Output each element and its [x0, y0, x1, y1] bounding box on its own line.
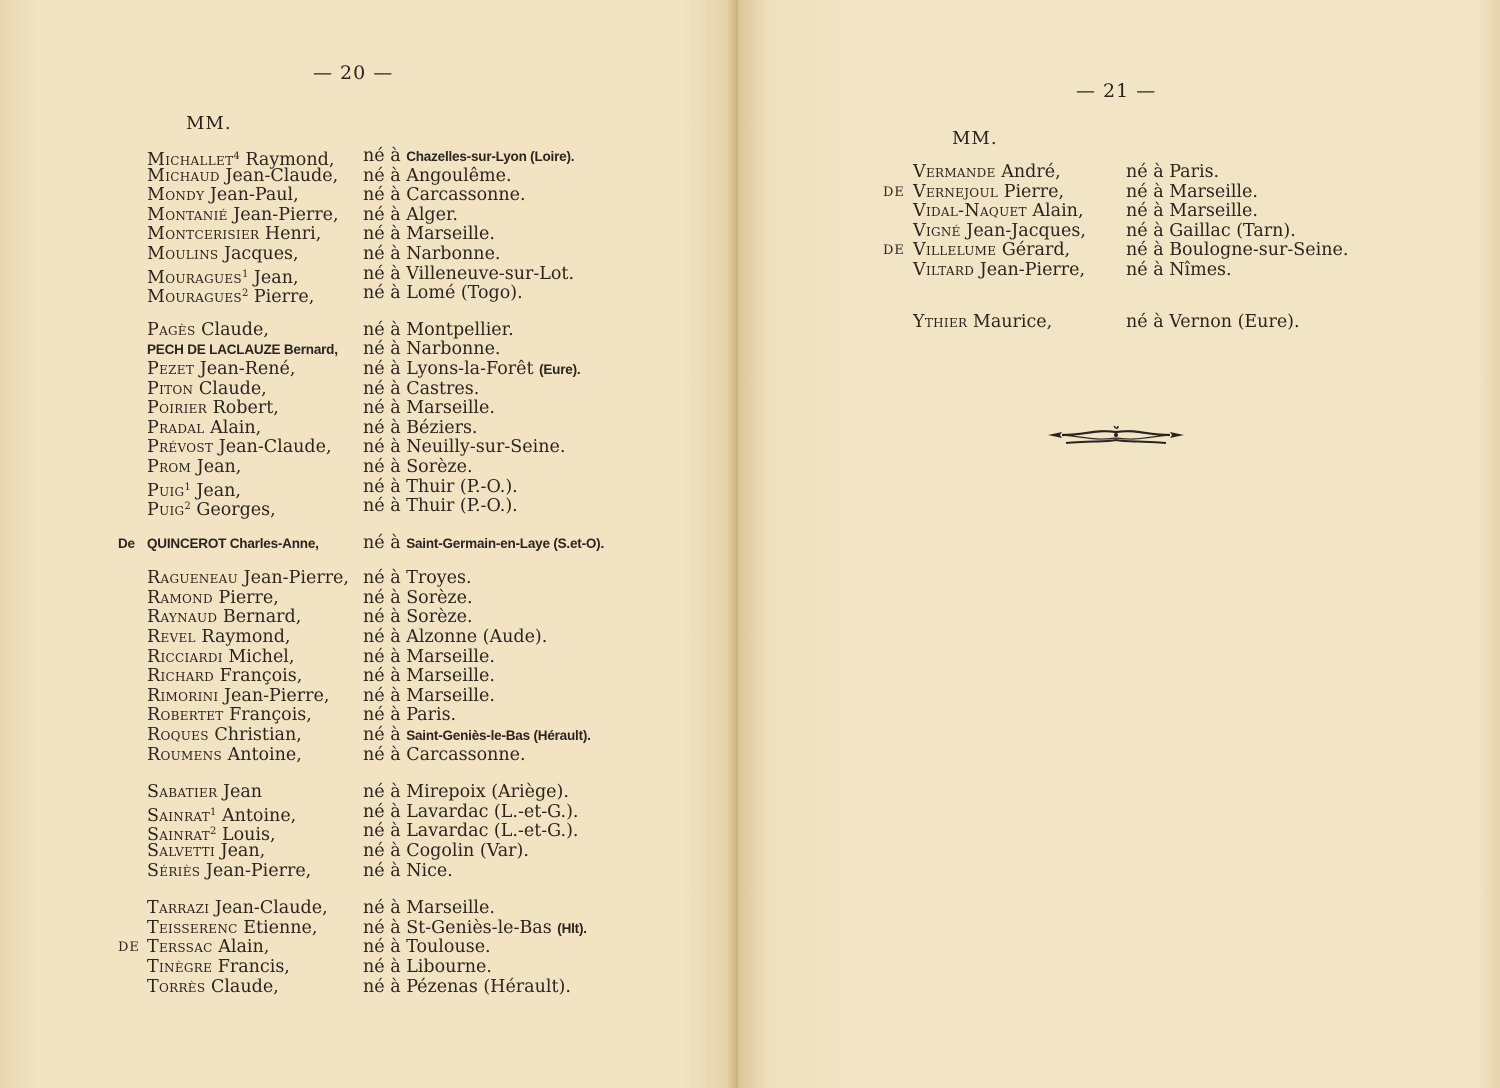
born-label: né à [1126, 201, 1170, 222]
surname-index: 2 [241, 288, 249, 300]
given-name: Jean, [248, 267, 299, 288]
place-name: Marseille. [406, 646, 495, 667]
surname: Pagès [147, 319, 196, 340]
given-name: Bernard, [217, 607, 302, 628]
birthplace [363, 478, 518, 498]
surname: Vermande [913, 162, 996, 182]
given-name: Robert, [207, 398, 279, 419]
born-label: né à [363, 532, 407, 553]
person-name [913, 313, 1052, 333]
surname: Tarrazi [147, 898, 210, 919]
born-label: né à [363, 627, 407, 648]
given-name: Jean-Pierre, [200, 860, 312, 881]
name-prefix: DE [883, 243, 905, 259]
surname: Puig [147, 480, 185, 501]
surname: Piton [147, 378, 194, 399]
born-label: né à [363, 224, 407, 245]
birthplace [363, 186, 526, 206]
given-name: Louis, [216, 825, 276, 846]
place-name: Troyes. [406, 568, 472, 589]
born-label: né à [363, 319, 407, 340]
person-name [147, 919, 317, 939]
page-number: — 20 — [313, 62, 394, 84]
place-name: Béziers. [406, 417, 478, 438]
born-label: né à [363, 476, 407, 497]
place-name: Narbonne. [406, 339, 501, 360]
birthplace [363, 726, 591, 746]
surname: Michaud [147, 165, 220, 186]
given-name: Jean-Pierre, [218, 685, 330, 706]
surname: Mouragues [147, 267, 242, 288]
given-name: Pierre, [212, 587, 279, 608]
born-label: né à [1126, 181, 1170, 202]
given-name: Etienne, [237, 917, 318, 938]
given-name: Gérard, [996, 240, 1071, 261]
person-name [147, 783, 262, 803]
place-name: Narbonne. [406, 243, 501, 264]
place-name: Marseille. [406, 224, 495, 245]
given-name: François, [223, 705, 312, 726]
place-name: Boulogne-sur-Seine. [1169, 240, 1349, 261]
person-name [147, 648, 294, 668]
person-name [913, 241, 1070, 261]
given-name: Jean-Claude, [209, 898, 328, 919]
birthplace [1126, 241, 1348, 261]
place-name: Carcassonne. [406, 185, 526, 206]
person-name [147, 978, 279, 998]
place-name: Vernon (Eure). [1169, 311, 1300, 332]
birthplace [363, 399, 495, 419]
person-name [147, 842, 265, 862]
person-name [147, 206, 339, 226]
birthplace [363, 245, 501, 265]
birthplace [363, 919, 587, 939]
person-name [147, 419, 261, 439]
given-name: Christian, [208, 725, 302, 746]
birthplace [363, 608, 473, 628]
place-name: Cogolin (Var). [406, 841, 529, 861]
birthplace [1126, 313, 1300, 333]
name-prefix: DE [118, 940, 140, 956]
person-name [147, 245, 299, 265]
born-label: né à [363, 821, 407, 842]
given-name: Alain, [1026, 201, 1084, 222]
surname: Roumens [147, 744, 222, 765]
person-name [147, 321, 269, 341]
given-name: Jean-Claude, [219, 165, 339, 186]
born-label: né à [1126, 162, 1170, 182]
born-label: né à [363, 185, 407, 206]
place-name: Alger. [406, 204, 458, 225]
person-name [913, 202, 1084, 222]
birthplace [363, 284, 523, 304]
born-label: né à [363, 165, 407, 186]
given-name: Alain, [212, 937, 270, 958]
birthplace [363, 438, 565, 458]
born-label: né à [363, 283, 407, 304]
person-name [147, 380, 267, 400]
surname: Ragueneau [147, 568, 239, 589]
given-name: Bernard, [280, 342, 338, 358]
given-name: Jean, [215, 841, 266, 861]
given-name: Jean-René, [194, 358, 296, 379]
surname: Vigné [913, 220, 961, 241]
place-name: Montpellier. [406, 319, 514, 340]
birthplace [363, 589, 473, 609]
right-page [738, 0, 1500, 1088]
page-number: — 21 — [1076, 80, 1157, 102]
person-name [147, 608, 301, 628]
surname: Puig [147, 500, 185, 521]
surname: Salvetti [147, 841, 215, 861]
given-name: Francis, [212, 956, 290, 977]
given-name: Jean, [191, 456, 242, 477]
birthplace [363, 167, 512, 187]
born-label: né à [363, 666, 407, 687]
born-label: né à [363, 744, 407, 765]
given-name: Jean-Claude, [213, 437, 332, 458]
given-name: Georges, [190, 500, 276, 521]
place-name: Chazelles-sur-Lyon (Loire). [406, 149, 575, 164]
place-name: Lavardac (L.-et-G.). [406, 821, 579, 842]
place-name: Pézenas (Hérault). [406, 976, 571, 997]
birthplace [1126, 183, 1258, 203]
born-label: né à [363, 243, 407, 264]
birthplace [363, 938, 491, 958]
born-label: né à [363, 456, 407, 477]
person-name [147, 938, 269, 958]
born-label: né à [363, 705, 407, 726]
birthplace [363, 321, 514, 341]
birthplace [1126, 222, 1296, 242]
surname: Torrès [147, 976, 206, 997]
person-name [147, 284, 314, 308]
birthplace [363, 340, 501, 360]
born-label: né à [363, 417, 407, 438]
given-name: Henri, [259, 224, 322, 245]
surname: Sainrat [147, 805, 211, 826]
place-name: Villeneuve-sur-Lot. [406, 263, 575, 284]
given-name: Jean-Jacques, [960, 220, 1086, 241]
person-name [147, 726, 302, 746]
surname: PECH DE LACLAUZE [147, 342, 281, 358]
place-name: Paris. [406, 705, 457, 726]
surname-index: 1 [210, 806, 217, 818]
place-name: Lomé (Togo). [406, 283, 523, 304]
born-label: né à [363, 587, 407, 608]
born-label: né à [1126, 240, 1170, 261]
person-name [913, 222, 1086, 242]
birthplace [363, 569, 472, 589]
given-name: François, [214, 666, 303, 687]
surname: Raynaud [147, 607, 218, 628]
surname: Rimorini [147, 685, 219, 706]
born-label: né à [1126, 259, 1170, 280]
surname-index: 1 [241, 268, 249, 280]
place-name: Castres. [406, 378, 480, 399]
birthplace [1126, 163, 1219, 183]
place-name: Gaillac (Tarn). [1169, 220, 1296, 241]
surname: Villelume [913, 240, 997, 261]
born-label: né à [363, 607, 407, 628]
place-name: Marseille. [406, 898, 495, 919]
birthplace [363, 667, 495, 687]
born-label: né à [1126, 311, 1170, 332]
surname: Tinègre [147, 956, 213, 977]
surname: Montcerisier [147, 224, 260, 245]
person-name [147, 958, 290, 978]
given-name: Michel, [222, 646, 295, 667]
surname: Teisserenc [147, 917, 238, 938]
surname: Vernejoul [913, 181, 999, 202]
surname: Sabatier [147, 782, 218, 803]
given-name: Antoine, [222, 744, 302, 765]
given-name: Pierre, [998, 181, 1065, 202]
born-label: né à [363, 496, 407, 517]
place-name: Sorèze. [406, 456, 473, 477]
birthplace [363, 783, 569, 803]
place-name: Carcassonne. [406, 744, 526, 765]
birthplace [363, 147, 574, 167]
born-label: né à [363, 568, 407, 589]
place-name: Saint-Geniès-le-Bas (Hérault). [406, 728, 591, 744]
birthplace [363, 419, 478, 439]
place-name: Paris. [1169, 162, 1220, 182]
birthplace [363, 687, 495, 707]
person-name [913, 183, 1064, 203]
birthplace [363, 978, 571, 998]
name-prefix: DE [883, 184, 905, 200]
given-name: Jean-Paul, [204, 185, 299, 206]
born-label: né à [363, 898, 407, 919]
list-header: MM. [952, 128, 998, 149]
surname-index: 2 [184, 501, 191, 513]
surname: Pezet [147, 358, 195, 379]
left-page [0, 0, 738, 1088]
birthplace [363, 862, 453, 882]
person-name [147, 569, 349, 589]
born-label: né à [363, 358, 407, 379]
born-label: né à [363, 146, 407, 166]
person-name [147, 340, 338, 360]
birthplace [363, 534, 604, 554]
birthplace [363, 206, 458, 226]
born-label: né à [363, 860, 407, 881]
surname: Ythier [913, 311, 968, 332]
place-name: Sorèze. [406, 607, 473, 628]
place-name: Lavardac (L.-et-G.). [406, 801, 579, 822]
place-name: Marseille. [406, 398, 495, 419]
born-label: né à [363, 937, 407, 958]
place-suffix: (Hlt). [557, 920, 587, 936]
name-prefix: De [118, 535, 135, 551]
given-name: Jean [217, 782, 263, 803]
person-name [147, 534, 319, 554]
surname: Sainrat [147, 825, 211, 846]
place-name: Saint-Germain-en-Laye (S.et-O). [406, 535, 605, 551]
birthplace [1126, 202, 1258, 222]
given-name: Raymond, [195, 627, 291, 648]
surname: Montanié [147, 204, 228, 225]
surname: QUINCEROT [147, 535, 227, 551]
person-name [147, 497, 276, 521]
birthplace [363, 497, 518, 517]
place-name: Sorèze. [406, 587, 473, 608]
born-label: né à [363, 841, 407, 861]
surname: Mouragues [147, 287, 242, 308]
place-name: Thuir (P.-O.). [406, 496, 518, 517]
place-name: Nîmes. [1169, 259, 1232, 280]
born-label: né à [363, 956, 407, 977]
birthplace [363, 822, 578, 842]
place-name: Nice. [406, 860, 453, 881]
person-name [147, 399, 279, 419]
surname: Moulins [147, 243, 219, 264]
birthplace [363, 265, 574, 285]
born-label: né à [363, 204, 407, 225]
place-name: Marseille. [406, 685, 495, 706]
person-name [147, 186, 299, 206]
surname: Roques [147, 725, 209, 746]
surname: Vidal-Naquet [913, 201, 1027, 222]
surname: Terssac [147, 937, 213, 958]
surname: Mondy [147, 185, 205, 206]
surname: Viltard [913, 259, 975, 280]
place-name: Neuilly-sur-Seine. [406, 437, 566, 458]
place-name: Marseille. [1169, 201, 1258, 222]
birthplace [363, 803, 578, 823]
surname: Ricciardi [147, 646, 223, 667]
born-label: né à [363, 917, 407, 938]
birthplace [363, 746, 526, 766]
fleuron-ornament [1046, 423, 1186, 449]
birthplace [1126, 261, 1232, 281]
person-name [147, 628, 290, 648]
given-name: Claude, [193, 378, 267, 399]
given-name: Jean-Pierre, [227, 204, 339, 225]
surname: Michallet [147, 150, 234, 170]
born-label: né à [363, 976, 407, 997]
person-name [147, 746, 302, 766]
person-name [147, 706, 312, 726]
surname: Prévost [147, 437, 214, 458]
birthplace [363, 380, 479, 400]
person-name [147, 589, 279, 609]
given-name: Maurice, [967, 311, 1053, 332]
born-label: né à [363, 782, 407, 803]
given-name: Jean-Pierre, [238, 568, 349, 589]
place-name: St-Geniès-le-Bas [406, 917, 558, 938]
surname-index: 2 [210, 826, 217, 838]
birthplace [363, 842, 529, 862]
surname-index: 4 [233, 151, 240, 162]
surname: Prom [147, 456, 192, 477]
place-name: Libourne. [406, 956, 492, 977]
person-name [147, 225, 321, 245]
place-name: Mirepoix (Ariège). [406, 782, 569, 803]
given-name: Jean, [190, 480, 241, 501]
given-name: Jean-Pierre, [974, 259, 1086, 280]
born-label: né à [363, 685, 407, 706]
place-name: Thuir (P.-O.). [406, 476, 518, 497]
born-label: né à [363, 378, 407, 399]
birthplace [363, 628, 547, 648]
born-label: né à [363, 398, 407, 419]
person-name [147, 360, 295, 380]
given-name: Jacques, [218, 243, 299, 264]
birthplace [363, 360, 580, 380]
surname: Pradal [147, 417, 205, 438]
birthplace [363, 648, 495, 668]
born-label: né à [363, 725, 407, 746]
given-name: Raymond, [239, 150, 335, 170]
born-label: né à [363, 437, 407, 458]
surname: Richard [147, 666, 214, 687]
birthplace [363, 958, 492, 978]
person-name [913, 261, 1085, 281]
given-name: Charles-Anne, [226, 535, 319, 551]
given-name: Pierre, [248, 287, 315, 308]
person-name [147, 687, 329, 707]
surname-index: 1 [184, 481, 191, 493]
person-name [147, 458, 241, 478]
person-name [147, 438, 332, 458]
list-header: MM. [186, 113, 232, 134]
born-label: né à [1126, 220, 1170, 241]
place-name: Lyons-la-Forêt [406, 358, 540, 379]
person-name [147, 862, 311, 882]
birthplace [363, 899, 495, 919]
place-name: Angoulême. [406, 165, 512, 186]
person-name [147, 167, 338, 187]
place-suffix: (Eure). [539, 361, 581, 377]
given-name: Claude, [205, 976, 279, 997]
born-label: né à [363, 801, 407, 822]
place-name: Marseille. [1169, 181, 1258, 202]
given-name: Claude, [195, 319, 269, 340]
person-name [913, 163, 1061, 183]
birthplace [363, 458, 473, 478]
born-label: né à [363, 339, 407, 360]
person-name [147, 667, 302, 687]
place-name: Toulouse. [406, 937, 491, 958]
place-name: Alzonne (Aude). [406, 627, 548, 648]
surname: Robertet [147, 705, 224, 726]
surname: Sériès [147, 860, 201, 881]
birthplace [363, 706, 456, 726]
place-name: Marseille. [406, 666, 495, 687]
given-name: Antoine, [216, 805, 297, 826]
given-name: Alain, [204, 417, 262, 438]
person-name [147, 899, 328, 919]
born-label: né à [363, 646, 407, 667]
given-name: André, [995, 162, 1061, 182]
surname: Poirier [147, 398, 208, 419]
surname: Ramond [147, 587, 213, 608]
surname: Revel [147, 627, 196, 648]
born-label: né à [363, 263, 407, 284]
birthplace [363, 225, 495, 245]
